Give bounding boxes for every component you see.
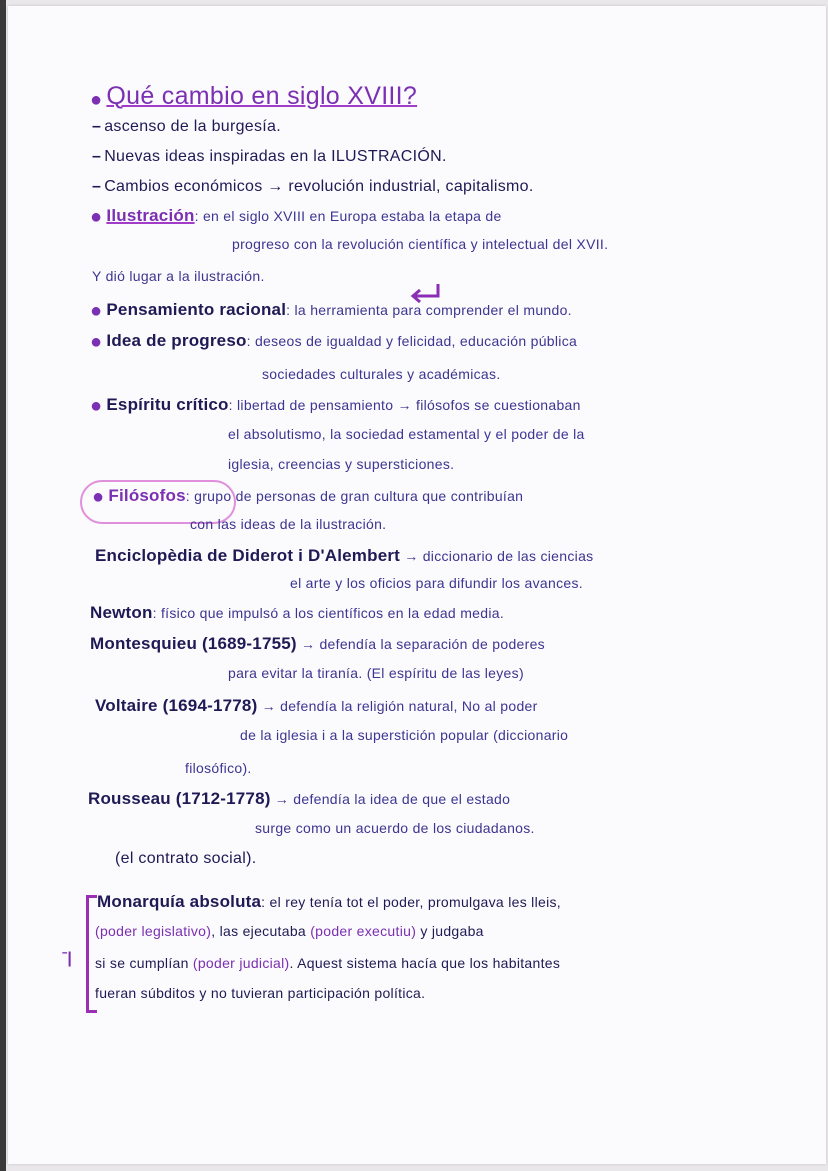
ilustracion-entry: ● Ilustración: en el siglo XVIII en Europa estaba la etapa de xyxy=(90,206,502,228)
filosofos-entry: ● Filósofos: grupo de personas de gran cultura que contribuían xyxy=(92,486,524,508)
definition-cont: de la iglesia i a la superstición popular (diccionario xyxy=(240,727,569,743)
text: . Aquest sistema hacía que los habitantes xyxy=(289,955,561,971)
change-item: – Nuevas ideas inspiradas en la ILUSTRACIÓN. xyxy=(92,148,447,165)
definition-cont: (el contrato social). xyxy=(115,850,257,867)
term: Idea de progreso xyxy=(106,331,247,350)
change-text: Cambios económicos → revolución industrial, capitalismo. xyxy=(104,178,534,195)
term: Espíritu crítico xyxy=(106,395,229,414)
page-edge xyxy=(0,0,6,1171)
definition-cont: surge como un acuerdo de los ciudadanos. xyxy=(255,820,535,836)
term: Ilustración xyxy=(106,206,195,225)
definition: → defendía la separación de poderes xyxy=(296,636,545,652)
definition: : libertad de pensamiento → filósofos se cuestionaban xyxy=(228,397,581,413)
definition: : la herramienta para comprender el mundo. xyxy=(286,302,572,318)
enciclopedia-entry xyxy=(95,546,593,566)
definition: → defendía la religión natural, No al poder xyxy=(257,698,538,714)
montesquieu-entry xyxy=(90,634,545,654)
definition: : el rey tenía tot el poder, promulgava les lleis, xyxy=(261,894,561,910)
newton-entry xyxy=(90,603,504,623)
term: Montesquieu (1689-1755) xyxy=(90,634,297,653)
definition: : físico que impulsó a los científicos en la edad media. xyxy=(152,605,505,621)
definition-cont: sociedades culturales y académicas. xyxy=(262,366,501,382)
power-label: (poder executiu) xyxy=(310,923,417,939)
bullet-icon: ● xyxy=(90,89,103,111)
power-label: (poder legislativo) xyxy=(95,923,212,939)
term: Pensamiento racional xyxy=(106,300,287,319)
term: Newton xyxy=(90,603,153,622)
definition-cont: el arte y los oficios para difundir los avances. xyxy=(290,575,583,591)
text: si se cumplían xyxy=(95,955,193,971)
term: Monarquía absoluta xyxy=(97,892,262,911)
monarquia-line: fueran súbditos y no tuvieran participación política. xyxy=(95,985,426,1001)
change-item: – ascenso de la burgesía. xyxy=(92,118,281,135)
term: Rousseau (1712-1778) xyxy=(88,789,271,808)
definition-cont: para evitar la tiranía. (El espíritu de las leyes) xyxy=(228,665,524,681)
power-label: (poder judicial) xyxy=(192,955,290,971)
definition: : en el siglo XVIII en Europa estaba la etapa de xyxy=(194,208,502,224)
definition-cont: filosófico). xyxy=(185,760,252,776)
change-item: – Cambios económicos → revolución industrial, capitalismo. xyxy=(92,178,534,195)
title-text: Qué cambio en siglo XVIII? xyxy=(106,82,418,110)
margin-mark: ˉ| xyxy=(62,950,72,967)
change-text: ascenso de la burgesía. xyxy=(104,118,281,135)
voltaire-entry xyxy=(95,696,538,716)
pensamiento-entry: ● Pensamiento racional: la herramienta para comprender el mundo. xyxy=(90,300,572,322)
monarquia-line xyxy=(95,923,484,939)
definition-cont: el absolutismo, la sociedad estamental y el poder de la xyxy=(228,426,585,442)
definition: → defendía la idea de que el estado xyxy=(270,791,511,807)
text: y judgaba xyxy=(416,923,484,939)
term: Voltaire (1694-1778) xyxy=(95,696,258,715)
definition-cont: Y dió lugar a la ilustración. xyxy=(92,268,265,284)
monarquia-entry xyxy=(97,892,561,912)
definition: : deseos de igualdad y felicidad, educación pública xyxy=(246,333,578,349)
progreso-entry: ● Idea de progreso: deseos de igualdad y felicidad, educación pública xyxy=(90,331,578,353)
definition-cont: con las ideas de la ilustración. xyxy=(190,516,387,532)
monarquia-line xyxy=(95,955,560,971)
definition-cont: iglesia, creencias y supersticiones. xyxy=(228,456,455,472)
change-text: Nuevas ideas inspiradas en la ILUSTRACIÓN. xyxy=(104,148,447,165)
definition: → diccionario de las ciencias xyxy=(400,548,594,564)
page-title xyxy=(90,82,417,112)
text: , las ejecutaba xyxy=(211,923,311,939)
espiritu-entry: ● Espíritu crítico: libertad de pensamiento → filósofos se cuestionaban xyxy=(90,395,581,417)
term: Filósofos xyxy=(108,486,186,505)
definition: : grupo de personas de gran cultura que contribuían xyxy=(185,488,524,504)
rousseau-entry xyxy=(88,789,510,809)
term: Enciclopèdia de Diderot i D'Alembert xyxy=(95,546,401,565)
definition-cont: progreso con la revolución científica y intelectual del XVII. xyxy=(232,236,609,252)
